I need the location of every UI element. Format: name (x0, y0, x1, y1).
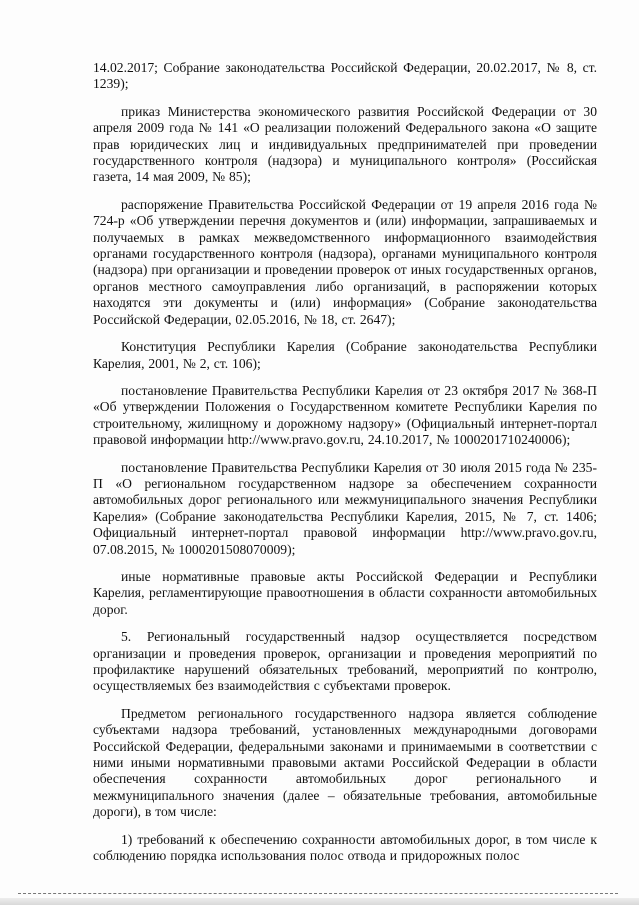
paragraph-resolution-368p: постановление Правительства Республики Карелия от 23 октября 2017 № 368-П «Об утверждении Положения о Государственном комитете Республики Карелия по строительному, жилищному и дорожному надзору» (Официальный интернет-портал правовой информации http://www.pravo.gov.ru, 24.10.2017, № 1000201710240006); (93, 382, 597, 448)
scan-page-edge (0, 898, 639, 905)
document-body (93, 60, 597, 875)
paragraph-item-1: 1) требований к обеспечению сохранности автомобильных дорог, в том числе к соблюдению порядка использования полос отвода и придорожных полос (93, 831, 597, 864)
paragraph-order-ministry-economy: приказ Министерства экономического развития Российской Федерации от 30 апреля 2009 года № 141 «О реализации положений Федерального закона «О защите прав юридических лиц и индивидуальных предпринимателей при проведении государственного контроля (надзора) и муниципального контроля» (Российская газета, 14 мая 2009, № 85); (93, 103, 597, 185)
paragraph-other-acts: иные нормативные правовые акты Российской Федерации и Республики Карелия, регламентирующие правоотношения в области сохранности автомобильных дорог. (93, 568, 597, 617)
paragraph-subject-of-supervision: Предметом регионального государственного надзора является соблюдение субъектами надзора требований, установленных международными договорами Российской Федерации, федеральными законами и принимаемыми в соответствии с ними иными нормативными правовыми актами Российской Федерации в области обеспечения сохранности автомобильных дорог регионального и межмуниципального значения (далее – обязательные требования, автомобильные дороги), в том числе: (93, 705, 597, 820)
paragraph-resolution-235p: постановление Правительства Республики Карелия от 30 июля 2015 года № 235-П «О региональном государственном надзоре за обеспечением сохранности автомобильных дорог регионального или межмуниципального значения Республики Карелия» (Собрание законодательства Республики Карелия, 2015, № 7, ст. 1406; Официальный интернет-портал правовой информации http://www.pravo.gov.ru, 07.08.2015, № 1000201508070009); (93, 459, 597, 557)
scan-bottom-line (18, 893, 618, 895)
paragraph-constitution-karelia: Конституция Республики Карелия (Собрание законодательства Республики Карелия, 2001, № 2, ст. 106); (93, 339, 597, 371)
paragraph-clause-5: 5. Региональный государственный надзор осуществляется посредством организации и проведения проверок, организации и проведения мероприятий по профилактике нарушений обязательных требований, мероприятий по контролю, осуществляемых без взаимодействия с субъектами проверок. (93, 629, 597, 694)
paragraph-government-directive: распоряжение Правительства Российской Федерации от 19 апреля 2016 года № 724-р «Об утверждении перечня документов и (или) информации, запрашиваемых и получаемых в рамках межведомственного информационного взаимодействия органами государственного контроля (надзора), органами муниципального контроля (надзора) при организации и проведении проверок от иных государственных органов, органов местного самоуправления либо организаций, в распоряжении которых находятся эти документы и (или) информация» (Собрание законодательства Российской Федерации, 02.05.2016, № 18, ст. 2647); (93, 196, 597, 327)
paragraph-citation-continuation: 14.02.2017; Собрание законодательства Российской Федерации, 20.02.2017, № 8, ст. 1239); (93, 60, 597, 92)
